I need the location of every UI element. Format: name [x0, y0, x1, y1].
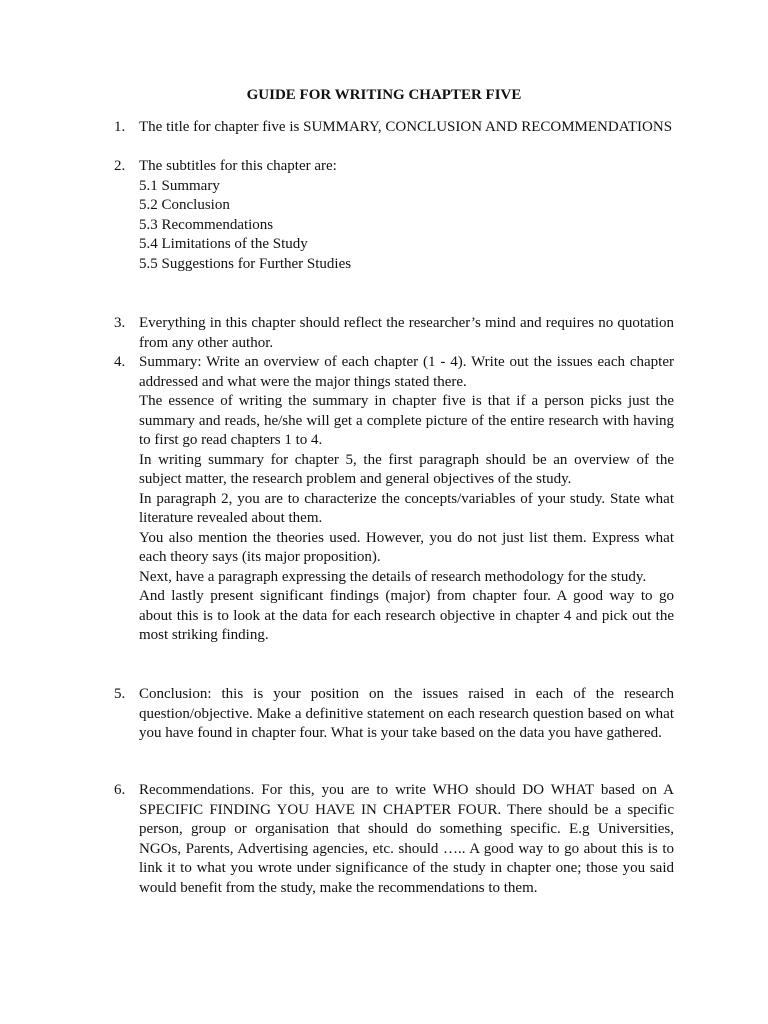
list-item-text: The subtitles for this chapter are:: [139, 158, 337, 174]
list-item-number: 6.: [114, 782, 126, 798]
summary-paragraph: In writing summary for chapter 5, the first paragraph should be an overview of the subject matter, the research problem and general objectives of the study.: [139, 451, 674, 487]
list-item-number: 2.: [114, 158, 126, 174]
summary-paragraph: Summary: Write an overview of each chapter (1 - 4). Write out the issues each chapter addressed and what were the major things stated there.: [139, 354, 674, 390]
list-item-text: Conclusion: this is your position on the issues raised in each of the research question/objective. Make a definitive statement on each research question based on what you have found in chapter four. What is your take based on the data you have gathered.: [139, 686, 674, 741]
list-item-number: 3.: [114, 315, 126, 331]
summary-paragraph: And lastly present significant findings (major) from chapter four. A good way to go about this is to look at the data for each research objective in chapter 4 and pick out the most striking finding.: [139, 588, 674, 643]
list-item-number: 4.: [114, 354, 126, 370]
list-item-body: [139, 157, 674, 274]
subtitle-limitations: 5.4 Limitations of the Study: [139, 236, 308, 252]
list-item-number: 1.: [114, 119, 126, 135]
summary-paragraph: The essence of writing the summary in chapter five is that if a person picks just the summary and reads, he/she will get a complete picture of the entire research with having to first go read chapters 1 to 4.: [139, 393, 674, 448]
summary-paragraph: You also mention the theories used. However, you do not just list them. Express what each theory says (its major proposition).: [139, 529, 674, 565]
subtitle-conclusion: 5.2 Conclusion: [139, 197, 230, 213]
list-item-text: Recommendations. For this, you are to write WHO should DO WHAT based on A SPECIFIC FINDING YOU HAVE IN CHAPTER FOUR. There should be a specific person, group or organisation that should do something specific. E.g Universities, NGOs, Parents, Advertising agencies, etc. should ….. A good way to go about this is to link it to what you wrote under significance of the study in chapter one; those you said would benefit from the study, make the recommendations to them.: [139, 782, 674, 896]
list-item-body: [139, 353, 674, 646]
list-item-number: 5.: [114, 686, 126, 702]
subtitle-further-studies: 5.5 Suggestions for Further Studies: [139, 255, 352, 272]
list-item-text: Everything in this chapter should reflect the researcher’s mind and requires no quotation from any other author.: [139, 315, 674, 351]
subtitle-summary: 5.1 Summary: [139, 177, 220, 194]
subtitle-recommendations: 5.3 Recommendations: [139, 216, 274, 233]
summary-paragraph: Next, have a paragraph expressing the details of research methodology for the study.: [139, 568, 647, 585]
list-item-text: The title for chapter five is SUMMARY, CONCLUSION AND RECOMMENDATIONS: [139, 119, 673, 135]
document-title: GUIDE FOR WRITING CHAPTER FIVE: [246, 87, 522, 103]
summary-paragraph: In paragraph 2, you are to characterize the concepts/variables of your study. State what literature revealed about them.: [139, 490, 674, 526]
